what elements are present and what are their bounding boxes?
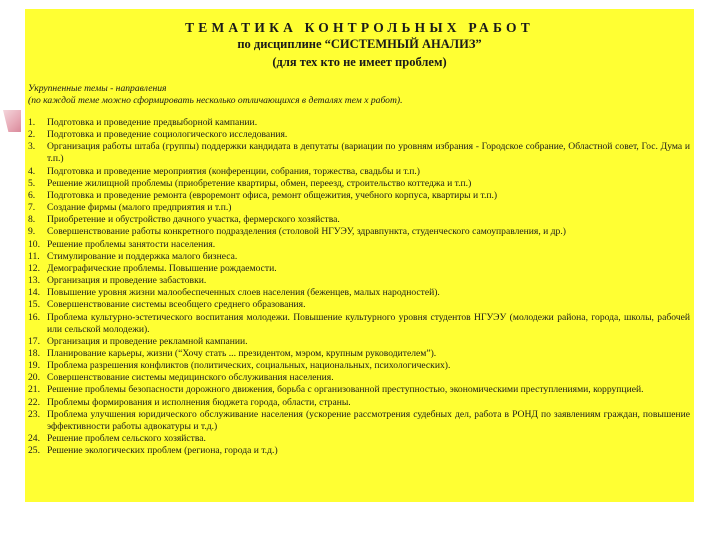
topic-text: Подготовка и проведение мероприятия (конференции, собрания, торжества, свадьбы и т.п.) (47, 165, 420, 177)
topic-number: 2. (28, 129, 36, 141)
topic-text: Демографические проблемы. Повышение рождаемости. (47, 262, 277, 274)
list-item (28, 433, 690, 445)
list-item (28, 445, 690, 457)
topic-text: Решение проблемы занятости населения. (47, 238, 216, 250)
list-item (28, 117, 690, 129)
list-item (28, 190, 690, 202)
topic-list (28, 117, 690, 457)
topic-number: 19. (28, 360, 40, 372)
topic-text: Организация работы штаба (группы) поддержки кандидата в депутаты (вариации по уровням избрания - Городское собрание, Областной совет, Гос. Дума и т.п.) (47, 141, 690, 165)
topic-text: Подготовка и проведение социологического исследования. (47, 129, 288, 141)
topics-panel (25, 9, 694, 502)
list-item (28, 312, 690, 336)
topic-number: 18. (28, 347, 40, 359)
topic-text: Планирование карьеры, жизни (“Хочу стать ... президентом, мэром, крупным руководителем”). (47, 347, 437, 359)
list-item (28, 372, 690, 384)
topic-text: Проблема разрешения конфликтов (политических, социальных, национальных, психологических). (47, 360, 451, 372)
list-item (28, 251, 690, 263)
subtitle-discipline: по дисциплине “СИСТЕМНЫЙ АНАЛИЗ” (237, 37, 482, 51)
topic-number: 22. (28, 396, 40, 408)
topic-text: Подготовка и проведение ремонта (евроремонт офиса, ремонт общежития, учебного корпуса, квартиры и т.п.) (47, 189, 498, 201)
list-item (28, 409, 690, 433)
topic-number: 24. (28, 433, 40, 445)
topic-text: Решение проблем сельского хозяйства. (47, 433, 206, 445)
page-title: ТЕМАТИКА КОНТРОЛЬНЫХ РАБОТ (185, 20, 534, 35)
topic-number: 5. (28, 177, 36, 189)
intro-note (28, 83, 402, 107)
topic-number: 14. (28, 287, 40, 299)
list-item (28, 226, 690, 238)
decorative-accent-shape (3, 110, 21, 132)
intro-line-1: Укрупненные темы - направления (28, 83, 167, 94)
topic-text: Совершенствование системы медицинского обслуживания населения. (47, 372, 334, 384)
topic-text: Приобретение и обустройство дачного участка, фермерского хозяйства. (47, 214, 340, 226)
topic-number: 6. (28, 189, 36, 201)
list-item (28, 141, 690, 165)
topic-number: 10. (28, 238, 40, 250)
topic-text: Решение жилищной проблемы (приобретение квартиры, обмен, переезд, строительство коттеджа и т.п.) (47, 177, 472, 189)
topic-text: Совершенствование работы конкретного подразделения (столовой НГУЭУ, здравпункта, студенческого самоуправления, и др.) (47, 226, 566, 238)
topic-text: Подготовка и проведение предвыборной кампании. (47, 117, 258, 128)
list-item (28, 178, 690, 190)
topic-text: Организация и проведение рекламной кампании. (47, 335, 248, 347)
topic-text: Повышение уровня жизни малообеспеченных слоев населения (беженцев, малых народностей). (47, 287, 440, 299)
topic-number: 7. (28, 202, 36, 214)
topic-text: Стимулирование и поддержка малого бизнеса. (47, 250, 238, 262)
topic-number: 21. (28, 384, 40, 396)
topic-text: Организация и проведение забастовки. (47, 275, 207, 287)
topic-text: Совершенствование системы всеобщего среднего образования. (47, 299, 306, 311)
topic-text: Проблема культурно-эстетического воспитания молодежи. Повышение культурного уровня студентов НГУЭУ (молодежи района, города, школы, рабочей или сельской молодежи). (47, 311, 690, 335)
list-item (28, 397, 690, 409)
subtitle-audience: (для тех кто не имеет проблем) (272, 55, 447, 69)
list-item (28, 166, 690, 178)
topic-number: 9. (28, 226, 36, 238)
list-item (28, 263, 690, 275)
topic-text: Решение экологических проблем (региона, города и т.д.) (47, 445, 278, 457)
topic-number: 20. (28, 372, 40, 384)
list-item (28, 239, 690, 251)
topic-number: 4. (28, 165, 36, 177)
list-item (28, 214, 690, 226)
list-item (28, 360, 690, 372)
topic-number: 25. (28, 445, 40, 457)
topic-number: 12. (28, 262, 40, 274)
topic-number: 1. (28, 117, 36, 128)
list-item (28, 275, 690, 287)
topic-text: Решение проблемы безопасности дорожного движения, борьба с организованной преступностью, экономическими преступлениями, коррупцией. (47, 384, 644, 396)
list-item (28, 299, 690, 311)
topic-text: Проблема улучшения юридического обслуживание населения (ускорение рассмотрения судебных дел, работа в РОНД по заявлениям граждан, повышение эффективности работы адвокатуры и т.д.) (47, 408, 690, 432)
topic-number: 16. (28, 311, 40, 323)
list-item (28, 336, 690, 348)
list-item (28, 384, 690, 396)
topic-number: 15. (28, 299, 40, 311)
topic-number: 13. (28, 275, 40, 287)
list-item (28, 202, 690, 214)
topic-text: Проблемы формирования и исполнения бюджета города, области, страны. (47, 396, 351, 408)
topic-number: 3. (28, 141, 36, 153)
topic-number: 11. (28, 250, 40, 262)
list-item (28, 129, 690, 141)
topic-text: Создание фирмы (малого предприятия и т.п.) (47, 202, 232, 214)
topic-number: 8. (28, 214, 36, 226)
list-item (28, 287, 690, 299)
topic-number: 23. (28, 408, 40, 420)
intro-line-2: (по каждой теме можно сформировать несколько отличающихся в деталях тем х работ). (28, 95, 403, 106)
list-item (28, 348, 690, 360)
topic-number: 17. (28, 335, 40, 347)
